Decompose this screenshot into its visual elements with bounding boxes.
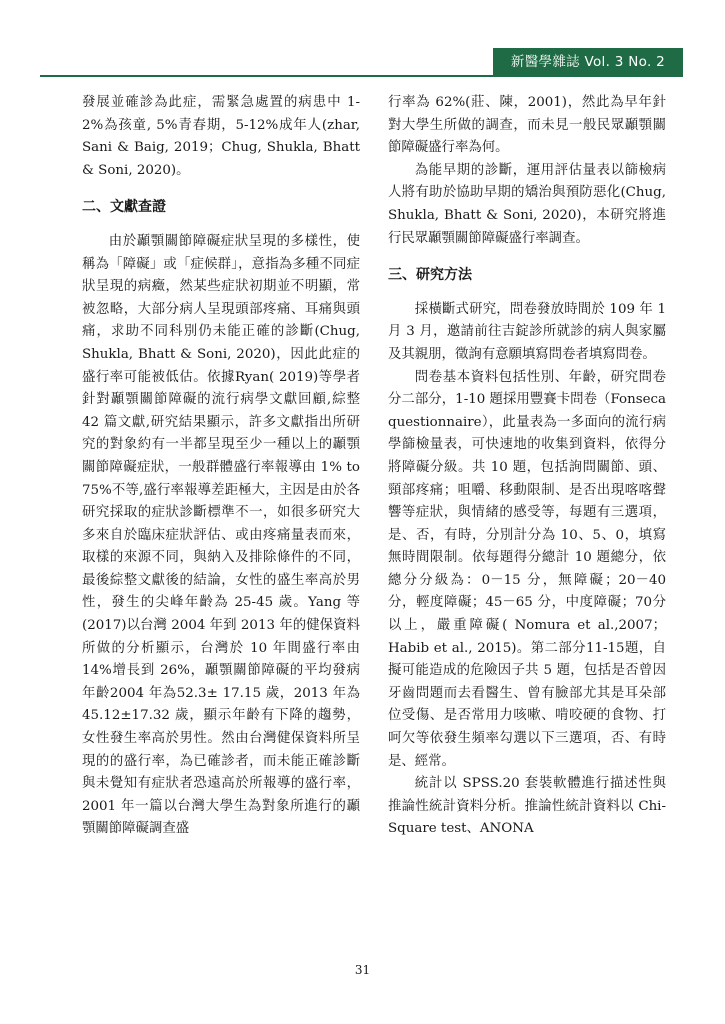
journal-title: 新醫學雜誌 Vol. 3 No. 2 — [510, 54, 666, 70]
purpose-paragraph: 為能早期的診斷，運用評估量表以篩檢病人將有助於協助早期的矯治與預防惡化(Chug, Shukla, Bhatt & Soni, 2020)，本研究將進行民眾顳顎關節障礙盛行率調查。 — [388, 162, 666, 246]
intro-paragraph-end: 發展並確診為此症，需緊急處置的病患中 1-2%為孩童, 5%青春期，5-12%成年人(zhar, Sani & Baig, 2019；Chug, Shukla, Bhatt & Soni, 2020)。 — [82, 95, 360, 178]
journal-header-band — [493, 48, 683, 76]
methods-paragraph-1: 採橫斷式研究，問卷發放時間於 109 年 1 月 3 月，邀請前往吉錠診所就診的病人與家屬及其親朋，徵詢有意願填寫問卷者填寫問卷。 — [388, 301, 666, 362]
page-number: 31 — [354, 963, 371, 977]
section-heading-literature-review: 二、文獻查證 — [82, 199, 166, 216]
literature-review-paragraph: 由於顳顎關節障礙症狀呈現的多樣性，使稱為「障礙」或「症候群」，意指為多種不同症狀呈現的病癥，然某些症狀初期並不明顯，常被忽略，大部分病人呈現頭部疼痛、耳痛與頭痛，求助不同科別仍未能正確的診斷(Chug, Shukla, Bhatt & Soni, 2020)，因此此症的盛行率可能被低估。依據Ryan( 2019)等學者針對顳顎關節障礙的流行病學文獻回顧,綜整 42 篇文獻,研究結果顯示，許多文獻指出所研究的對象約有一半都呈現至少一種以上的顳顎關節障礙症狀，一般群體盛行率報導由 1% to 75%不等,盛行率報導差距極大，主因是由於各研究採取的症狀診斷標準不一，如很多研究大多來自於臨床症狀評估、或由疼痛量表而來，取樣的來源不同，與納入及排除條件的不同，最後綜整文獻後的結論，女性的盛生率高於男性，發生的尖峰年齡為 25-45 歲。Yang 等(2017)以台灣 2004 年到 2013 年的健保資料所做的分析顯示，台灣於 10 年間盛行率由 14%增長到 26%，顳顎關節障礙的平均發病年齡2004 年為52.3± 17.15 歲，2013 年為 45.12±17.32 歲，顯示年齡有下降的趨勢，女性發生率高於男性。然由台灣健保資料所呈現的的盛行率，為已確診者，而未能正確診斷與未覺知有症狀者恐遠高於所報導的盛行率，2001 年一篇以台灣大學生為對象所進行的顳顎關節障礙調查盛 — [82, 233, 360, 837]
section-heading-methods: 三、研究方法 — [388, 267, 472, 284]
header-rule — [40, 75, 683, 77]
methods-paragraph-2: 問卷基本資料包括性別、年齡，研究問卷分二部分，1-10 題採用豐賽卡問卷（Fonseca questionnaire），此量表為一多面向的流行病學篩檢量表，可快速地的收集到資料，依得分將障礙分級。共 10 題，包括詢問關節、頭、頸部疼痛；咀嚼、移動限制、是否出現喀喀聲響等症狀，與情緒的感受等，每題有三選項，是、否，有時，分別計分為 10、5、0，填寫無時間限制。依每題得分總計 10 題總分，依總分分級為：0－15 分，無障礙；20－40 分，輕度障礙；45－65 分，中度障礙；70分以上，嚴重障礙( Nomura et al.,2007；Habib et al., 2015)。第二部分11-15題，自擬可能造成的危險因子共 5 題，包括是否曾因牙齒問題而去看醫生、曾有臉部尤其是耳朵部位受傷、是否常用力咳嗽、啃咬硬的食物、打呵欠等依發生頻率勾選以下三選項，否、有時是、經常。 — [388, 369, 666, 769]
left-column — [82, 92, 360, 841]
literature-review-paragraph-cont: 行率為 62%(莊、陳，2001)，然此為早年針對大學生所做的調查，而未見一般民眾顳顎關節障礙盛行率為何。 — [388, 95, 666, 156]
statistics-paragraph: 統計以 SPSS.20 套裝軟體進行描述性與推論性統計資料分析。推論性統計資料以 Chi-Square test、ANONA — [388, 776, 666, 837]
right-column — [388, 92, 666, 841]
